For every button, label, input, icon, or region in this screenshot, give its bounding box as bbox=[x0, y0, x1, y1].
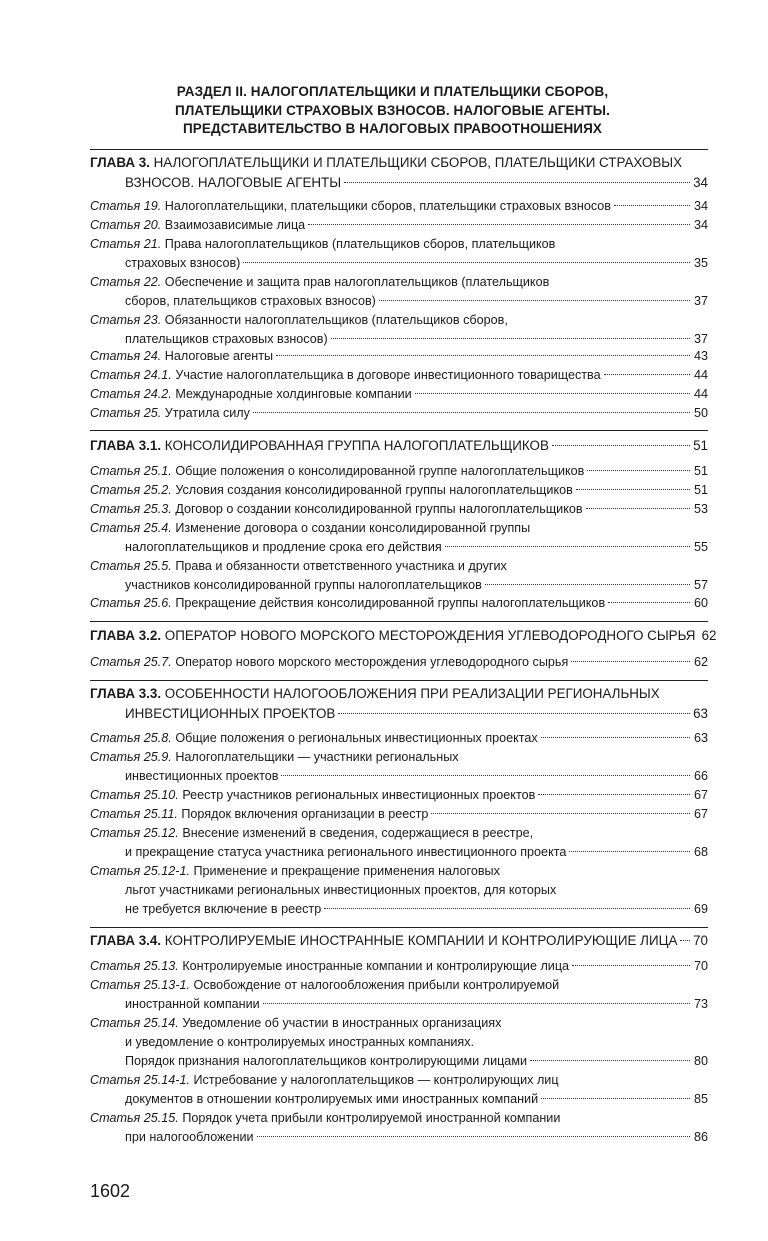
toc-entry[interactable] bbox=[90, 481, 708, 500]
article-title: иностранной компании bbox=[125, 997, 260, 1011]
page-ref: 34 bbox=[693, 218, 708, 232]
article-label: Статья 24.1. bbox=[90, 368, 172, 382]
article-label: Статья 25.13-1. bbox=[90, 978, 190, 992]
article-label: Статья 21. bbox=[90, 237, 162, 251]
article-title: Права и обязанности ответственного участника и других bbox=[175, 559, 507, 573]
section-title-line: РАЗДЕЛ II. НАЛОГОПЛАТЕЛЬЩИКИ И ПЛАТЕЛЬЩИКИ СБОРОВ, bbox=[176, 84, 609, 99]
article-label: Статья 25.11. bbox=[90, 807, 178, 821]
article-title: льгот участниками региональных инвестиционных проектов, для которых bbox=[125, 883, 557, 897]
article-title: и уведомление о контролируемых иностранных компаниях. bbox=[125, 1035, 475, 1049]
article-label: Статья 25.5. bbox=[90, 559, 172, 573]
article-title: Уведомление об участии в иностранных организациях bbox=[182, 1016, 502, 1030]
article-title: Налоговые агенты bbox=[164, 349, 274, 363]
toc-entry[interactable] bbox=[90, 805, 708, 824]
article-title: Истребование у налогоплательщиков — контролирующих лиц bbox=[193, 1073, 559, 1087]
chapter-divider bbox=[90, 430, 708, 431]
article-title: не требуется включение в реестр bbox=[125, 902, 322, 916]
chapter-divider bbox=[90, 621, 708, 622]
article-label: Статья 25.1. bbox=[90, 464, 172, 478]
chapter-3-4[interactable] bbox=[90, 931, 708, 951]
page-ref: 43 bbox=[693, 349, 708, 363]
article-title: налогоплательщиков и продление срока его действия bbox=[125, 540, 442, 554]
article-label: Статья 19. bbox=[90, 199, 162, 213]
page-ref: 60 bbox=[693, 596, 708, 610]
chapter-divider bbox=[90, 149, 708, 150]
page-ref: 35 bbox=[693, 256, 708, 270]
toc-entry[interactable] bbox=[90, 404, 708, 423]
page-ref: 69 bbox=[693, 902, 708, 916]
article-title: Налогоплательщики — участники региональных bbox=[175, 750, 459, 764]
toc-entry[interactable] bbox=[90, 273, 708, 311]
article-title: Участие налогоплательщика в договоре инвестиционного товарищества bbox=[175, 368, 601, 382]
chapter-label: ГЛАВА 3. bbox=[90, 155, 150, 170]
article-label: Статья 25.2. bbox=[90, 483, 172, 497]
toc-entry[interactable] bbox=[90, 729, 708, 748]
toc-entry[interactable] bbox=[90, 1109, 708, 1147]
chapter-title: ОПЕРАТОР НОВОГО МОРСКОГО МЕСТОРОЖДЕНИЯ УГЛЕВОДОРОДНОГО СЫРЬЯ bbox=[164, 628, 696, 643]
chapter-divider bbox=[90, 927, 708, 928]
chapter-label: ГЛАВА 3.4. bbox=[90, 933, 162, 948]
toc-entry[interactable] bbox=[90, 385, 708, 404]
page-ref: 66 bbox=[693, 769, 708, 783]
toc-entry[interactable] bbox=[90, 1071, 708, 1109]
toc-entry[interactable] bbox=[90, 500, 708, 519]
article-title: и прекращение статуса участника регионального инвестиционного проекта bbox=[125, 845, 567, 859]
article-title: Обеспечение и защита прав налогоплательщиков (плательщиков bbox=[164, 275, 550, 289]
page-ref: 44 bbox=[693, 387, 708, 401]
page-ref: 70 bbox=[693, 933, 708, 948]
article-label: Статья 25.10. bbox=[90, 788, 179, 802]
page-number: 1602 bbox=[90, 1181, 131, 1201]
article-title: документов в отношении контролируемых ими иностранных компаний bbox=[125, 1092, 539, 1106]
section-title-line: ПРЕДСТАВИТЕЛЬСТВО В НАЛОГОВЫХ ПРАВООТНОШЕНИЯХ bbox=[183, 121, 602, 136]
article-label: Статья 24. bbox=[90, 349, 162, 363]
page-ref: 57 bbox=[693, 578, 708, 592]
chapter-3-3[interactable] bbox=[90, 684, 708, 724]
page-ref: 50 bbox=[693, 406, 708, 420]
article-title: Порядок учета прибыли контролируемой иностранной компании bbox=[182, 1111, 561, 1125]
article-title: Договор о создании консолидированной группы налогоплательщиков bbox=[175, 502, 583, 516]
chapter-title: КОНСОЛИДИРОВАННАЯ ГРУППА НАЛОГОПЛАТЕЛЬЩИКОВ bbox=[164, 438, 549, 453]
article-label: Статья 22. bbox=[90, 275, 162, 289]
article-label: Статья 25.8. bbox=[90, 731, 172, 745]
article-label: Статья 25.9. bbox=[90, 750, 172, 764]
page-ref: 67 bbox=[693, 788, 708, 802]
toc-entry[interactable] bbox=[90, 862, 708, 919]
article-title: Изменение договора о создании консолидированной группы bbox=[175, 521, 531, 535]
article-title: сборов, плательщиков страховых взносов) bbox=[125, 294, 376, 308]
article-title: Условия создания консолидированной группы налогоплательщиков bbox=[175, 483, 573, 497]
article-title: Внесение изменений в сведения, содержащиеся в реестре, bbox=[182, 826, 534, 840]
article-label: Статья 25.3. bbox=[90, 502, 172, 516]
toc-entry[interactable] bbox=[90, 748, 708, 786]
page-ref: 62 bbox=[693, 655, 708, 669]
toc-entry[interactable] bbox=[90, 235, 708, 273]
page-ref: 51 bbox=[693, 438, 708, 453]
article-label: Статья 25. bbox=[90, 406, 162, 420]
chapter-title: ИНВЕСТИЦИОННЫХ ПРОЕКТОВ bbox=[125, 706, 336, 721]
toc-entry[interactable] bbox=[90, 653, 708, 672]
article-title: Оператор нового морского месторождения углеводородного сырья bbox=[175, 655, 569, 669]
article-title: инвестиционных проектов bbox=[125, 769, 279, 783]
article-title: Взаимозависимые лица bbox=[164, 218, 306, 232]
toc-entry[interactable] bbox=[90, 976, 708, 1014]
article-title: при налогообложении bbox=[125, 1130, 254, 1144]
article-title: плательщиков страховых взносов) bbox=[125, 332, 328, 346]
article-title: Контролируемые иностранные компании и контролирующие лица bbox=[182, 959, 570, 973]
article-label: Статья 25.13. bbox=[90, 959, 179, 973]
page-ref: 68 bbox=[693, 845, 708, 859]
chapter-title: ВЗНОСОВ. НАЛОГОВЫЕ АГЕНТЫ bbox=[125, 175, 342, 190]
page-ref: 55 bbox=[693, 540, 708, 554]
chapter-title: ОСОБЕННОСТИ НАЛОГООБЛОЖЕНИЯ ПРИ РЕАЛИЗАЦИИ РЕГИОНАЛЬНЫХ bbox=[164, 686, 660, 701]
article-label: Статья 25.6. bbox=[90, 596, 172, 610]
article-title: Международные холдинговые компании bbox=[175, 387, 412, 401]
article-title: Применение и прекращение применения налоговых bbox=[193, 864, 500, 878]
toc-entry[interactable] bbox=[90, 786, 708, 805]
section-title-line: ПЛАТЕЛЬЩИКИ СТРАХОВЫХ ВЗНОСОВ. НАЛОГОВЫЕ АГЕНТЫ. bbox=[175, 102, 610, 118]
article-title: Порядок признания налогоплательщиков контролирующими лицами bbox=[125, 1054, 528, 1068]
toc-entry[interactable] bbox=[90, 216, 708, 235]
toc-entry[interactable] bbox=[90, 197, 708, 216]
page-ref: 67 bbox=[693, 807, 708, 821]
article-title: Обязанности налогоплательщиков (плательщиков сборов, bbox=[164, 313, 508, 327]
chapter-divider bbox=[90, 680, 708, 681]
toc-entry[interactable] bbox=[90, 347, 708, 366]
page-ref: 63 bbox=[693, 706, 708, 721]
chapter-title: НАЛОГОПЛАТЕЛЬЩИКИ И ПЛАТЕЛЬЩИКИ СБОРОВ, ПЛАТЕЛЬЩИКИ СТРАХОВЫХ bbox=[153, 155, 683, 170]
page-ref: 51 bbox=[693, 483, 708, 497]
chapter-label: ГЛАВА 3.3. bbox=[90, 686, 162, 701]
page-ref: 73 bbox=[693, 997, 708, 1011]
article-title: Права налогоплательщиков (плательщиков сборов, плательщиков bbox=[164, 237, 556, 251]
article-title: страховых взносов) bbox=[125, 256, 241, 270]
article-title: Общие положения о региональных инвестиционных проектах bbox=[175, 731, 538, 745]
toc-entry[interactable] bbox=[90, 311, 708, 349]
article-title: Прекращение действия консолидированной группы налогоплательщиков bbox=[175, 596, 606, 610]
article-label: Статья 25.7. bbox=[90, 655, 172, 669]
page-ref: 37 bbox=[693, 294, 708, 308]
article-label: Статья 20. bbox=[90, 218, 162, 232]
page-ref: 44 bbox=[693, 368, 708, 382]
toc-entry[interactable] bbox=[90, 557, 708, 595]
page-ref: 80 bbox=[693, 1054, 708, 1068]
toc-entry[interactable] bbox=[90, 519, 708, 557]
article-title: Реестр участников региональных инвестиционных проектов bbox=[182, 788, 536, 802]
toc-entry[interactable] bbox=[90, 594, 708, 613]
chapter-label: ГЛАВА 3.1. bbox=[90, 438, 162, 453]
page-ref: 53 bbox=[693, 502, 708, 516]
article-label: Статья 25.12. bbox=[90, 826, 179, 840]
page-ref: 70 bbox=[693, 959, 708, 973]
chapter-title: КОНТРОЛИРУЕМЫЕ ИНОСТРАННЫЕ КОМПАНИИ И КОНТРОЛИРУЮЩИЕ ЛИЦА bbox=[164, 933, 678, 948]
article-label: Статья 24.2. bbox=[90, 387, 172, 401]
article-label: Статья 23. bbox=[90, 313, 162, 327]
article-label: Статья 25.12-1. bbox=[90, 864, 190, 878]
page-ref: 85 bbox=[693, 1092, 708, 1106]
article-label: Статья 25.14. bbox=[90, 1016, 179, 1030]
article-title: Освобождение от налогообложения прибыли контролируемой bbox=[193, 978, 560, 992]
article-label: Статья 25.15. bbox=[90, 1111, 179, 1125]
page-ref: 34 bbox=[693, 175, 708, 190]
page-ref: 86 bbox=[693, 1130, 708, 1144]
article-title: участников консолидированной группы налогоплательщиков bbox=[125, 578, 482, 592]
toc-entry[interactable] bbox=[90, 957, 708, 976]
section-title bbox=[90, 83, 695, 139]
toc-entry[interactable] bbox=[90, 824, 708, 862]
page-ref: 34 bbox=[693, 199, 708, 213]
chapter-3[interactable] bbox=[90, 153, 708, 193]
article-title: Порядок включения организации в реестр bbox=[181, 807, 429, 821]
article-title: Общие положения о консолидированной группе налогоплательщиков bbox=[175, 464, 585, 478]
chapter-label: ГЛАВА 3.2. bbox=[90, 628, 162, 643]
toc-entry[interactable] bbox=[90, 366, 708, 385]
page-ref: 37 bbox=[693, 332, 708, 346]
page-ref: 63 bbox=[693, 731, 708, 745]
article-title: Налогоплательщики, плательщики сборов, плательщики страховых взносов bbox=[164, 199, 611, 213]
article-label: Статья 25.14-1. bbox=[90, 1073, 190, 1087]
article-label: Статья 25.4. bbox=[90, 521, 172, 535]
article-title: Утратила силу bbox=[164, 406, 250, 420]
chapter-3-2[interactable] bbox=[90, 626, 717, 646]
toc-entry[interactable] bbox=[90, 1014, 708, 1071]
page-ref: 51 bbox=[693, 464, 708, 478]
toc-entry[interactable] bbox=[90, 462, 708, 481]
chapter-3-1[interactable] bbox=[90, 436, 708, 456]
page-ref: 62 bbox=[701, 628, 717, 643]
